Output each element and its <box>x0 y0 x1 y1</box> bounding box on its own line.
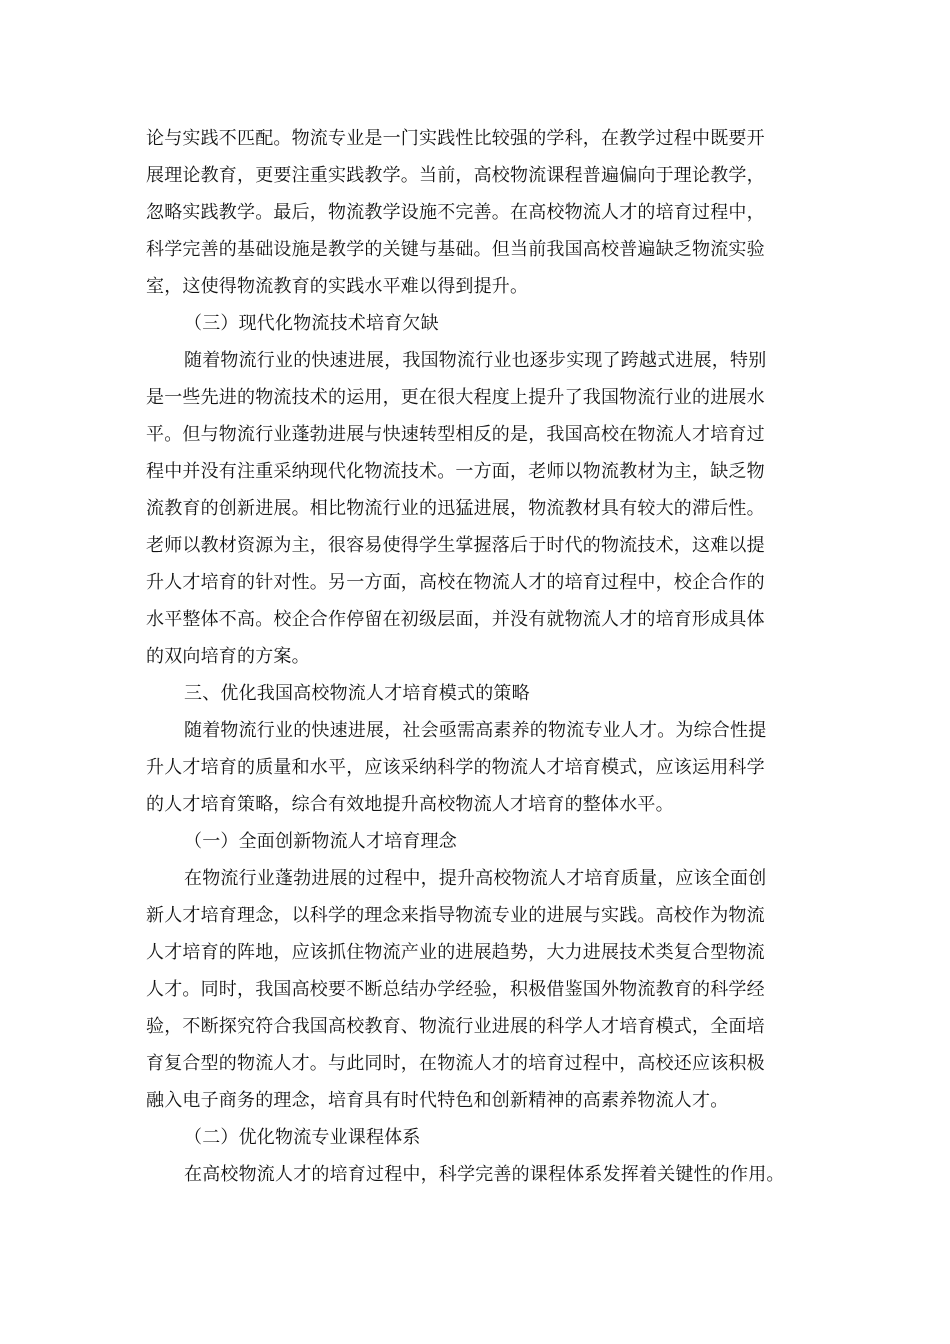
text-line: 验，不断探究符合我国高校教育、物流行业进展的科学人才培育模式，全面培 <box>146 1016 765 1037</box>
text-line: 流教育的创新进展。相比物流行业的迅猛进展，物流教材具有较大的滞后性。 <box>146 498 765 519</box>
text-line: 升人才培育的针对性。另一方面，高校在物流人才的培育过程中，校企合作的 <box>146 572 765 593</box>
text-line: 程中并没有注重采纳现代化物流技术。一方面，老师以物流教材为主，缺乏物 <box>146 461 765 482</box>
text-line: 的双向培育的方案。 <box>146 646 310 667</box>
text-line: 升人才培育的质量和水平，应该采纳科学的物流人才培育模式，应该运用科学 <box>146 757 765 778</box>
text-line: 人才。同时，我国高校要不断总结办学经验，积极借鉴国外物流教育的科学经 <box>146 979 765 1000</box>
text-line: 新人才培育理念，以科学的理念来指导物流专业的进展与实践。高校作为物流 <box>146 905 765 926</box>
text-line: 室，这使得物流教育的实践水平难以得到提升。 <box>146 276 529 297</box>
text-line: 展理论教育，更要注重实践教学。当前，高校物流课程普遍偏向于理论教学， <box>146 165 765 186</box>
text-line: 育复合型的物流人才。与此同时，在物流人才的培育过程中，高校还应该积极 <box>146 1053 765 1074</box>
text-line: 的人才培育策略，综合有效地提升高校物流人才培育的整体水平。 <box>146 794 674 815</box>
text-line: 论与实践不匹配。物流专业是一门实践性比较强的学科，在教学过程中既要开 <box>146 128 765 149</box>
section-heading: 三、优化我国高校物流人才培育模式的策略 <box>184 683 530 704</box>
section-heading: （一）全面创新物流人才培育理念 <box>184 831 457 852</box>
text-line: 平。但与物流行业蓬勃进展与快速转型相反的是，我国高校在物流人才培育过 <box>146 424 765 445</box>
paragraph-first-line: 随着物流行业的快速进展，社会亟需高素养的物流专业人才。为综合性提 <box>184 720 767 741</box>
section-heading: （三）现代化物流技术培育欠缺 <box>184 313 439 334</box>
text-line: 老师以教材资源为主，很容易使得学生掌握落后于时代的物流技术，这难以提 <box>146 535 765 556</box>
text-line: 忽略实践教学。最后，物流教学设施不完善。在高校物流人才的培育过程中， <box>146 202 765 223</box>
text-line: 融入电子商务的理念，培育具有时代特色和创新精神的高素养物流人才。 <box>146 1090 729 1111</box>
paragraph-first-line: 在高校物流人才的培育过程中，科学完善的课程体系发挥着关键性的作用。 <box>184 1164 785 1185</box>
text-line: 科学完善的基础设施是教学的关键与基础。但当前我国高校普遍缺乏物流实验 <box>146 239 765 260</box>
paragraph-first-line: 随着物流行业的快速进展，我国物流行业也逐步实现了跨越式进展，特别 <box>184 350 767 371</box>
text-line: 是一些先进的物流技术的运用，更在很大程度上提升了我国物流行业的进展水 <box>146 387 765 408</box>
text-line: 人才培育的阵地，应该抓住物流产业的进展趋势，大力进展技术类复合型物流 <box>146 942 765 963</box>
section-heading: （二）优化物流专业课程体系 <box>184 1127 421 1148</box>
paragraph-first-line: 在物流行业蓬勃进展的过程中，提升高校物流人才培育质量，应该全面创 <box>184 868 767 889</box>
document-page <box>146 120 818 1193</box>
text-line: 水平整体不高。校企合作停留在初级层面，并没有就物流人才的培育形成具体 <box>146 609 765 630</box>
